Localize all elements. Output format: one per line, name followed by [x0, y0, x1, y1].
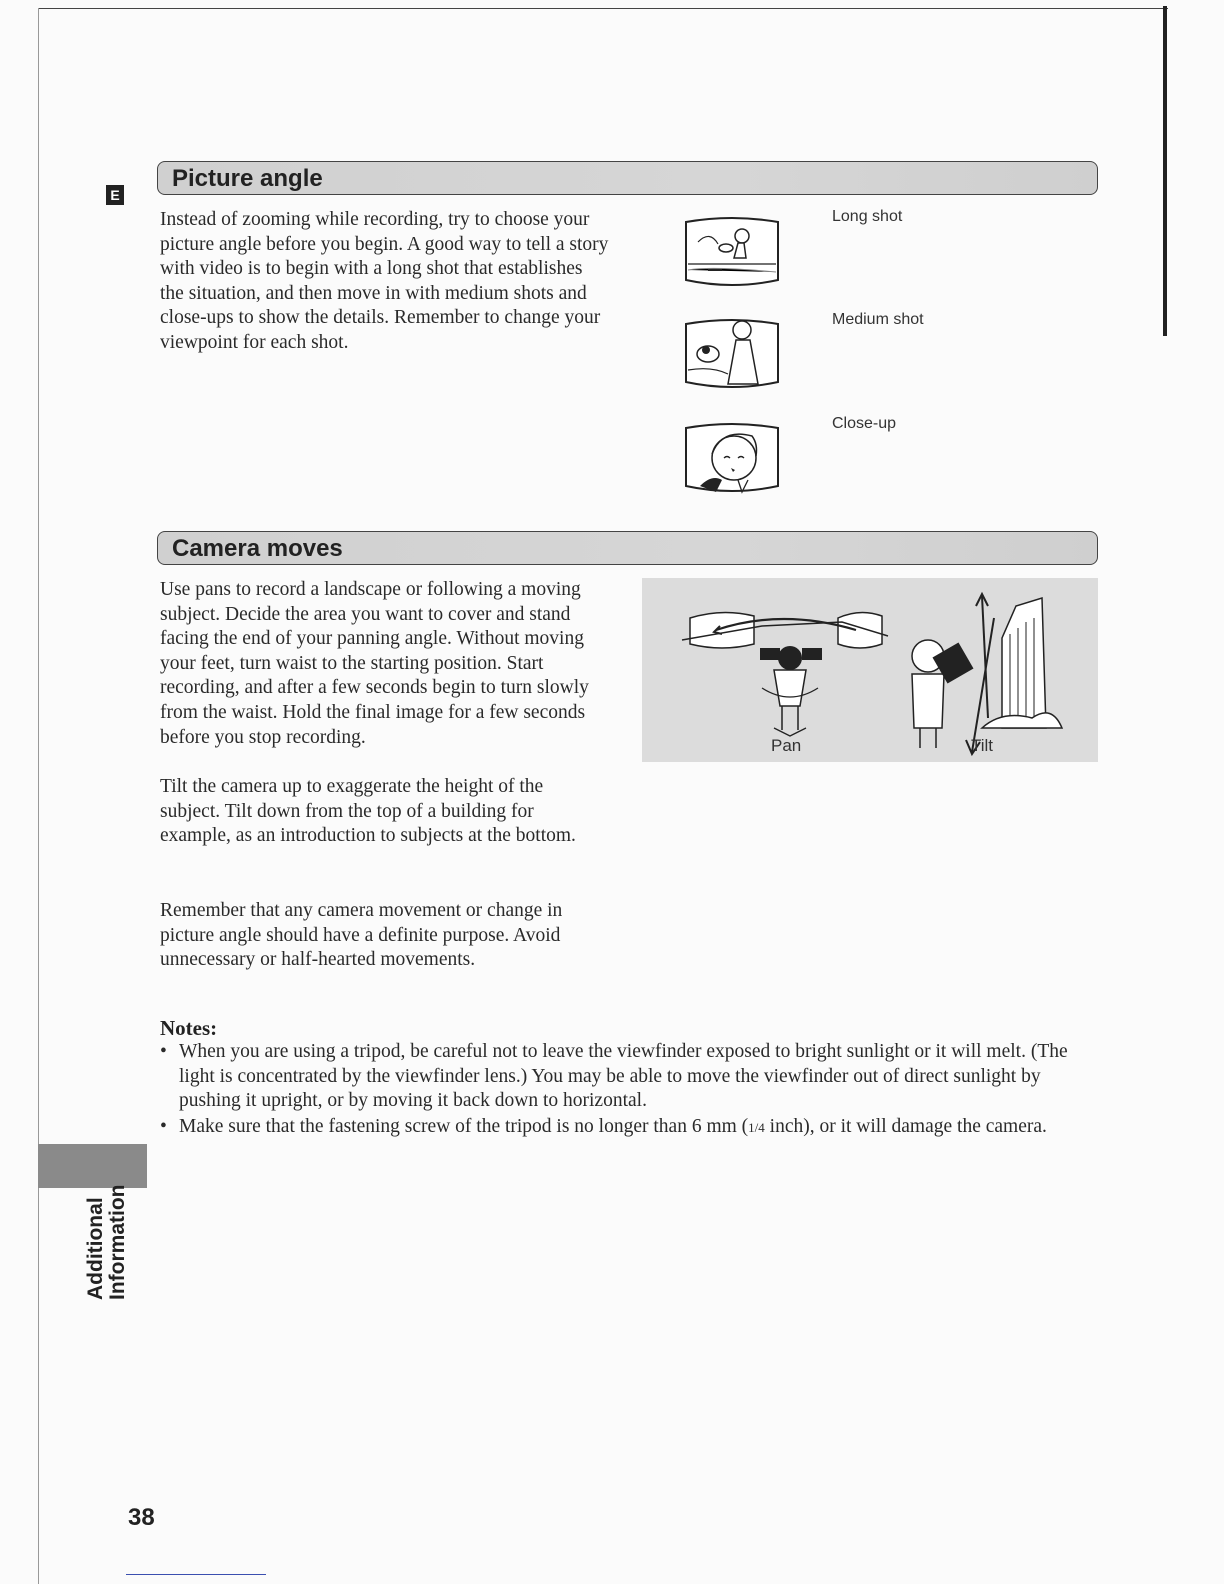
- notes-list: [160, 1040, 1080, 1141]
- page-number: 38: [128, 1504, 155, 1531]
- tilt-label: Tilt: [971, 736, 994, 755]
- pan-label: Pan: [771, 736, 802, 755]
- note-item-2-text-after: inch), or it will damage the camera.: [764, 1115, 1047, 1137]
- picture-angle-title: Picture angle: [172, 165, 323, 192]
- note-item-1-text: When you are using a tripod, be careful not to leave the viewfinder exposed to bright sunlight or it will melt. (The light is concentrated by the viewfinder lens.) You may be able to move the viewfinder out of direct sunlight by pushing it upright, or by moving it back down to horizontal.: [179, 1041, 1068, 1112]
- notes-heading: Notes:: [160, 1016, 218, 1040]
- close-up-thumbnail: [682, 418, 782, 496]
- medium-shot-label: Medium shot: [832, 311, 924, 328]
- side-tab-label: [85, 1140, 129, 1300]
- camera-moves-header: [157, 531, 1098, 565]
- picture-angle-header: [157, 161, 1098, 195]
- right-edge-bar: [1163, 6, 1167, 336]
- long-shot-label: Long shot: [832, 208, 903, 225]
- note-item-2: [160, 1115, 1080, 1141]
- camera-moves-paragraph-1: Use pans to record a landscape or following a moving subject. Decide the area you want to cover and stand facing the end of your panning angle. Without moving your feet, turn waist to the starting position. Start recording, and after a few seconds begin to turn slowly from the waist. Hold the final image for a few seconds before you stop recording.: [160, 579, 589, 748]
- side-tab-line-2: Information: [106, 1184, 129, 1300]
- close-up-label: Close-up: [832, 415, 897, 432]
- picture-angle-body: Instead of zooming while recording, try to choose your picture angle before you begin. A good way to tell a story with video is to begin with a long shot that establishes the situation, and then move in with medium shots and close-ups to show the details. Remember to change your viewpoint for each shot.: [160, 209, 609, 353]
- camera-moves-title: Camera moves: [172, 535, 343, 562]
- note-item-2-fraction: 1/4: [748, 1119, 765, 1135]
- pan-tilt-drawing: [642, 578, 1098, 762]
- top-rule: [38, 8, 1168, 9]
- left-rule: [38, 8, 39, 1584]
- medium-shot-thumbnail: [682, 314, 782, 392]
- side-tab-line-1: Additional: [84, 1197, 107, 1300]
- long-shot-thumbnail: [682, 212, 782, 290]
- camera-moves-paragraph-3: Remember that any camera movement or change in picture angle should have a definite purpose. Avoid unnecessary or half-hearted movements.: [160, 900, 563, 971]
- camera-moves-paragraph-2: Tilt the camera up to exaggerate the height of the subject. Tilt down from the top of a building for example, as an introduction to subjects at the bottom.: [160, 776, 576, 847]
- bottom-rule: [126, 1574, 266, 1575]
- pan-tilt-illustration: [642, 578, 1098, 762]
- note-item-2-text-before: Make sure that the fastening screw of the tripod is no longer than 6 mm (: [179, 1115, 749, 1137]
- note-item-1: [160, 1040, 1080, 1114]
- language-badge: E: [106, 185, 124, 205]
